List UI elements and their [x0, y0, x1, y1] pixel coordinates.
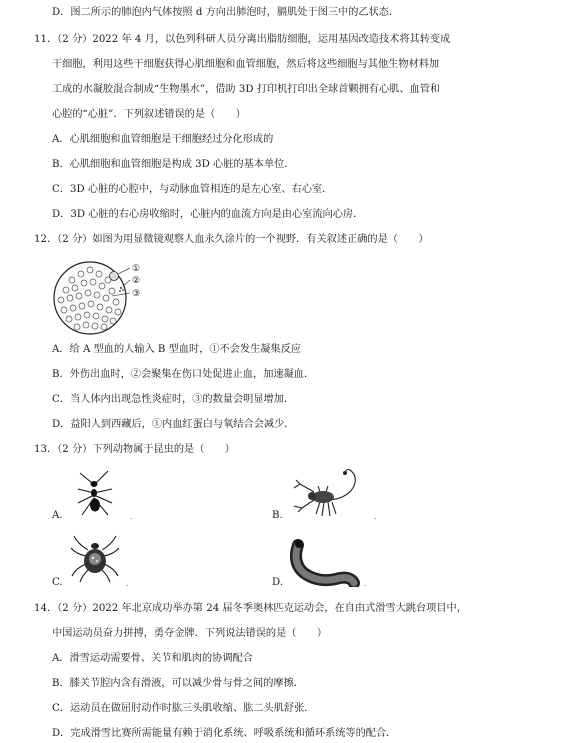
q12-option-c: C．当人体内出现急性炎症时，③的数量会明显增加．: [52, 394, 295, 405]
q13-stem: 13．（2 分）下列动物属于昆虫的是（ ）: [34, 444, 235, 455]
paragraph-mark: .: [126, 579, 129, 588]
q12-stem: 12．（2 分）如图为用显微镜观察人血永久涂片的一个视野．有关叙述正确的是（ ）: [34, 234, 429, 245]
q13-option-d: D.: [272, 577, 284, 588]
q11-stem-line3: 工成的水凝胶混合制成“生物墨水”，借助 3D 打印机打印出全球首颗拥有心肌、血管和: [52, 84, 441, 95]
q11-stem-line2: 干细胞，利用这些干细胞获得心肌细胞和血管细胞，然后将这些细胞与其他生物材料加: [52, 59, 440, 70]
q13-option-c: C.: [52, 577, 63, 588]
pointer-line-2: [123, 280, 130, 286]
label-1: ①: [132, 264, 141, 274]
q14-option-d: D．完成滑雪比赛所需能量有赖于消化系统、呼吸系统和循环系统等的配合．: [52, 728, 397, 739]
q11-option-c: C．3D 心脏的心腔中，与动脉血管相连的是左心室、右心室．: [52, 184, 333, 195]
q14-option-a: A．滑雪运动需要骨、关节和肌肉的协调配合: [52, 653, 253, 664]
q14-stem-line1: 14．（2 分）2022 年北京成功举办第 24 届冬季奥林匹克运动会，在自由式滑雪大跳台项目中，: [34, 603, 467, 614]
blood-smear-figure: [52, 258, 162, 336]
q12-option-d: D．益阳人到西藏后，①内血红蛋白与氧结合会减少．: [52, 419, 295, 430]
label-2: ②: [132, 276, 141, 286]
q14-option-b: B．膝关节腔内含有滑液，可以减少骨与骨之间的摩擦．: [52, 678, 304, 689]
q11-option-d: D．3D 心脏的右心房收缩时，心脏内的血流方向是由心室流向心房．: [52, 209, 364, 220]
q12-option-a: A．给 A 型血的人输入 B 型血时，①不会发生凝集反应: [52, 344, 302, 355]
q14-option-c: C．运动员在做屈肘动作时肱三头肌收缩、肱二头肌舒张．: [52, 703, 315, 714]
worm-image: [290, 535, 362, 587]
ant-image: [70, 465, 125, 520]
q14-stem-line2: 中国运动员奋力拼搏，勇夺金牌．下列说法错误的是（ ）: [52, 628, 328, 639]
q11-option-b: B．心肌细胞和血管细胞是构成 3D 心脏的基本单位．: [52, 159, 295, 170]
q11-option-a: A．心肌细胞和血管细胞是干细胞经过分化形成的: [52, 134, 274, 145]
paragraph-mark: .: [374, 512, 377, 521]
white-blood-cell: [110, 272, 119, 281]
paragraph-mark: .: [364, 579, 367, 588]
pointer-line-1: [118, 268, 130, 274]
q12-option-b: B．外伤出血时，②会聚集在伤口处促进止血，加速凝血．: [52, 369, 315, 380]
q13-option-b: B.: [272, 510, 283, 521]
q10-option-d: D．图二所示的肺泡内气体按照 d 方向出肺泡时，膈肌处于图三中的乙状态．: [52, 7, 400, 18]
tick-image: [68, 532, 123, 584]
q11-stem-line4: 心腔的“心脏”．下列叙述错误的是（ ）: [52, 109, 246, 120]
q11-stem-line1: 11．（2 分）2022 年 4 月，以色列科研人员分离出脂肪细胞，运用基因改造技术将其转变成: [34, 34, 451, 45]
paragraph-mark: .: [130, 512, 133, 521]
q13-option-a: A.: [52, 510, 63, 521]
label-3: ③: [132, 289, 141, 299]
scorpion-image: [290, 462, 370, 520]
